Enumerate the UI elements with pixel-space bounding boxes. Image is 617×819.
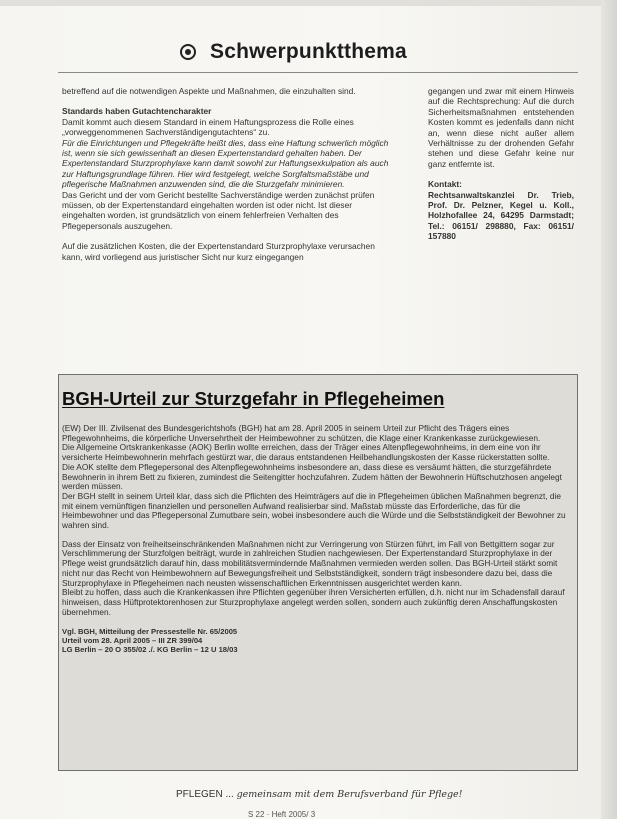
right-column-text: gegangen und zwar mit einem Hinweis auf die Rechtsprechung: Auf die durch Sicherheitsmaßnahmen entstehenden Kosten kommt es jedenfalls dann nicht an, wenn diese nicht außer allem Verhältnisse zu der drohenden Gefahr stehen und diese Gefahr keine nur ganz entfernte ist. <box>428 86 574 169</box>
source-line-3: LG Berlin – 20 O 355/02 ./. KG Berlin – 12 U 18/03 <box>62 645 238 655</box>
box-paragraph-4: Der BGH stellt in seinem Urteil klar, dass sich die Pflichten des Heimträgers auf die in Pflegeheimen üblichen Maßnahmen begrenzt, die mit einem vernünftigen finanziellen und personellen Aufwand realisierbar sind. Maßstab müsste das Erforderliche, das für die Heimbewohner und das Pflegepersonal Zumutbare sein, wobei insbesondere auch die Würde und die Selbstständigkeit der Bewohner zu wahren sind. <box>62 490 566 531</box>
box-paragraph-2: Die Allgemeine Ortskrankenkasse (AOK) Berlin wollte erreichen, dass der Träger eines Altenpflegewohnheims, in dem eine von ihr versicherte Heimbewohnerin mehrfach gestürzt war, die daraus entstandenen Heilbehandlungskosten der Kasse rückerstatten sollte. <box>62 442 550 463</box>
box-paragraph-6: Bleibt zu hoffen, dass auch die Krankenkassen ihre Pflichten gegenüber ihren Versicherten erfüllen, d.h. nicht nur im Schadensfall darauf hinweisen, dass Hüftprotektorenhosen zur Sturzprophylaxe angelegt werden sollen, sondern auch zukünftig deren Anschaffungskosten übernehmen. <box>62 587 565 617</box>
contact-label: Kontakt: <box>428 179 462 190</box>
footer-script: gemeinsam mit dem Berufsverband für Pflege! <box>236 789 463 800</box>
paragraph-1: Damit kommt auch diesem Standard in einem Haftungsprozess die Rolle eines „vorweggenommenen Sachverständigengutachtens“ zu. <box>62 116 354 138</box>
footer-left: PFLEGEN ... <box>176 789 234 800</box>
box-paragraph-1: (EW) Der III. Zivilsenat des Bundesgerichtshofs (BGH) hat am 28. April 2005 in seinem Urteil zur Pflicht des Trägers eines Pflegewohnheims, die körperliche Unversehrtheit der Heimbewohner zu schützen, die Klage einer Krankenkasse zurückgewiesen. <box>62 423 541 443</box>
left-column <box>62 86 395 262</box>
page-number: S 22 · Heft 2005/ 3 <box>248 810 316 819</box>
box-paragraph-3: Die AOK stellte dem Pflegepersonal des Altenpflegewohnheims insbesondere an, dass diese es versäumt hätten, die sturzgefährdete Bewohnerin in ihrem Bett zu fixieren, zumindest die Seitengitter hochzufahren. Zudem hätten der Bewohnerin Hüftschutzhosen angelegt werden müssen. <box>62 461 562 492</box>
scan-edge <box>601 0 617 819</box>
header-divider <box>58 72 578 73</box>
source-line-2: Urteil vom 28. April 2005 – III ZR 399/04 <box>62 636 203 646</box>
target-circle-icon <box>180 44 196 60</box>
paragraph-3: Auf die zusätzlichen Kosten, die der Expertenstandard Sturzprophylaxe verursachen kann, wird vorliegend aus juristischer Sicht nur kurz eingegangen <box>62 241 375 262</box>
section-header <box>180 38 520 66</box>
box-body <box>62 424 572 654</box>
right-column <box>428 86 574 242</box>
paragraph-2: Das Gericht und der vom Gericht bestellte Sachverständige werden zunächst prüfen müssen, ob der Expertenstandard eingehalten worden ist oder nicht. Ist dieser eingehalten worden, ist grundsätzlich von einem fehlerfreien Verhalten des Pflegepersonals auszugehen. <box>62 189 375 231</box>
subheading: Standards haben Gutachtencharakter <box>62 106 212 117</box>
source-line-1: Vgl. BGH, Mitteilung der Pressestelle Nr. 65/2005 <box>62 627 238 637</box>
box-title: BGH-Urteil zur Sturzgefahr in Pflegeheimen <box>62 388 445 409</box>
intro-paragraph: betreffend auf die notwendigen Aspekte und Maßnahmen, die einzuhalten sind. <box>62 86 356 96</box>
section-title: Schwerpunktthema <box>210 40 407 63</box>
footer-slogan <box>176 789 536 800</box>
box-sources <box>62 627 572 654</box>
scan-top-band <box>0 0 617 6</box>
paragraph-1-italic: Für die Einrichtungen und Pflegekräfte heißt dies, dass eine Haftung schwerlich möglich ist, wenn sie sich gewissenhaft an diesen Expertenstandard gehalten haben. Der Expertenstandard Sturzprophylaxe kann damit sowohl zur Haftungsexkulpation als auch zur Haftungsgrundlage führen. Hier wird festgelegt, welche Sorgfaltsmaßstäbe und pflegerische Maßnahmen anzuwenden sind, die die Sturzgefahr minimieren. <box>62 137 389 190</box>
box-paragraph-5: Dass der Einsatz von freiheitseinschränkenden Maßnahmen nicht zur Verringerung von Stürzen führt, im Fall von Bettgittern sogar zur Verschlimmerung der Sturzfolgen beiträgt, wurde in zahlreichen Studien nachgewiesen. Der Expertenstandard Sturzprophylaxe in der Pflege weist grundsätzlich darauf hin, dass mobilitätsvermindernde Maßnahmen vermieden werden sollen. Das BGH-Urteil stärkt somit nicht nur das Recht von Heimbewohnern auf Bewegungsfreiheit und Selbstständigkeit, sondern trägt insbesondere dazu bei, dass die Sturzprophylaxe in Pflegeheimen nach neusten wissenschaftlichen Erkenntnissen ausgerichtet werden kann. <box>62 538 558 588</box>
contact-text: Rechtsanwaltskanzlei Dr. Trieb, Prof. Dr. Pelzner, Kegel u. Koll., Holzhofallee 24, 64295 Darmstadt; Tel.: 06151/ 298880, Fax: 06151/ 157880 <box>428 189 574 242</box>
